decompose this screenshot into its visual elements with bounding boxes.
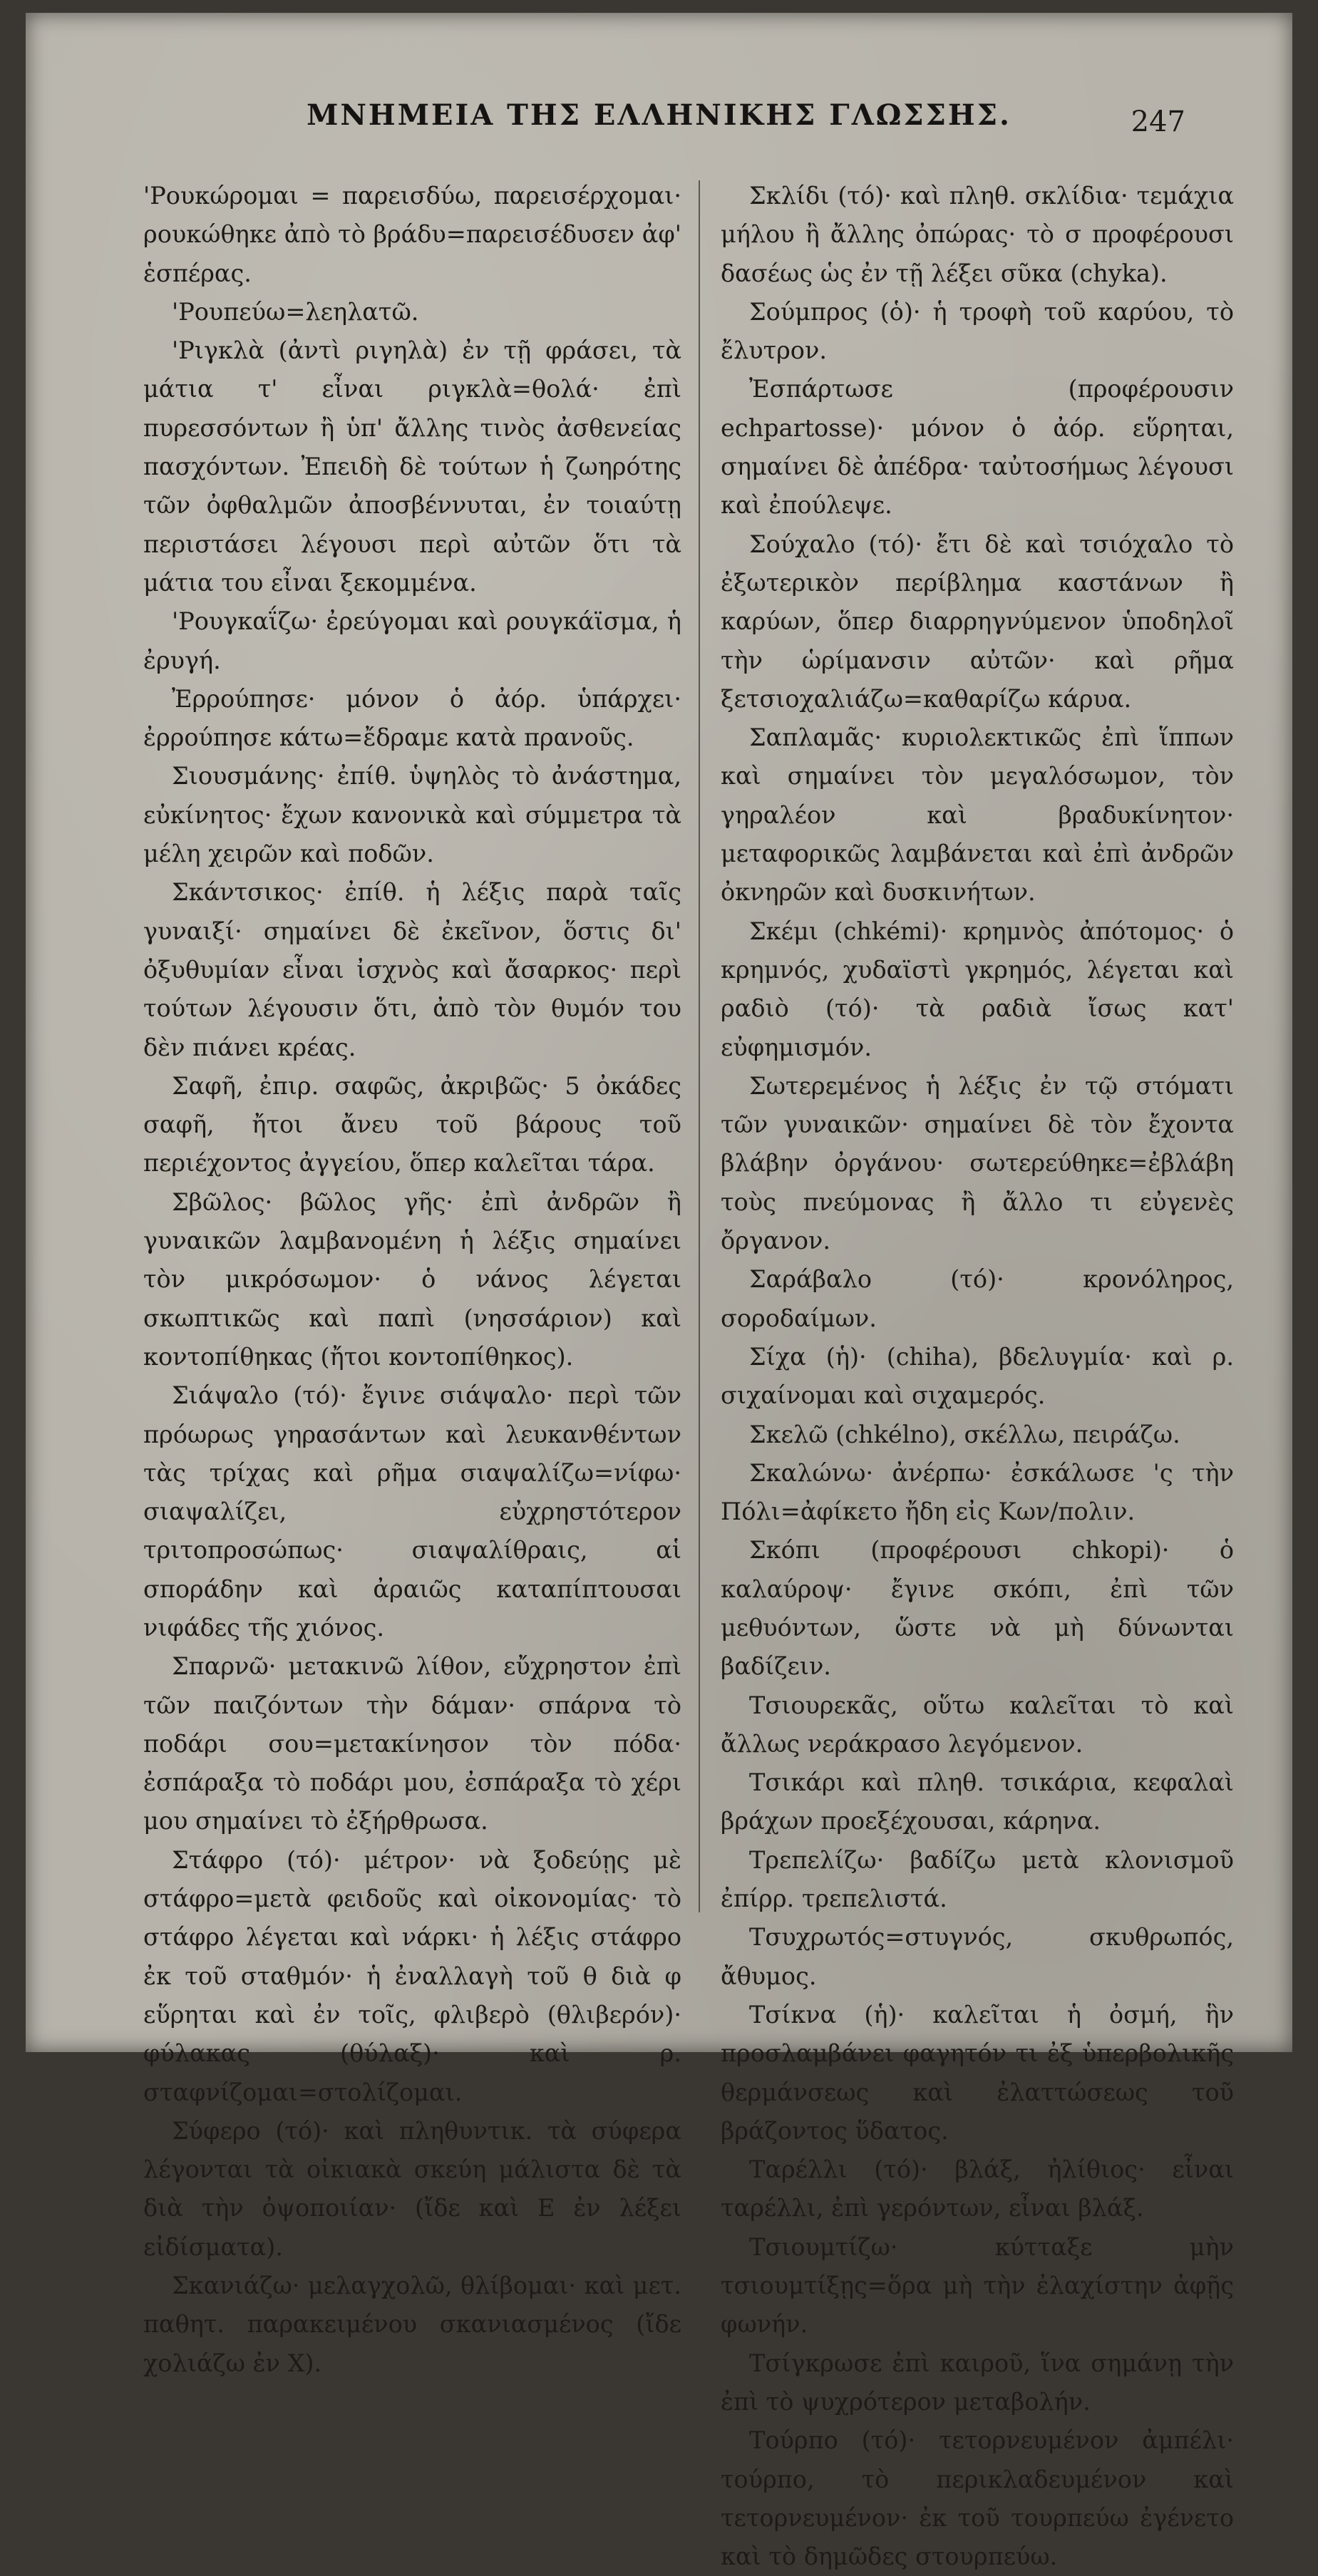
dictionary-entry: Ταρέλλι (τό)· βλάξ, ἠλίθιος· εἶναι ταρέλλι, ἐπὶ γερόντων, εἶναι βλάξ. (721, 2155, 1234, 2222)
dictionary-entry: Σκανιάζω· μελαγχολῶ, θλίβομαι· καὶ μετ. παθητ. παρακειμένου σκανιασμένος (ἴδε χολιάζω ἐν Χ). (143, 2272, 681, 2377)
dictionary-entry: Τσίκνα (ἡ)· καλεῖται ἡ ὀσμή, ἣν προσλαμβάνει φαγητόν τι ἐξ ὑπερβολικῆς θερμάνσεως καὶ ἐλαττώσεως τοῦ βράζοντος ὕδατος. (721, 2000, 1234, 2145)
dictionary-entry: Στάφρο (τό)· μέτρον· νὰ ξοδεύῃς μὲ στάφρο=μετὰ φειδοῦς καὶ οἰκονομίας· τὸ στάφρο λέγεται καὶ νάρκι· ἡ λέξις στάφρο ἐκ τοῦ σταθμόν· ἡ ἐναλλαγὴ τοῦ θ διὰ φ εὕρηται καὶ ἐν τοῖς, φλιβερὸ (θλιβερόν)· φύλακας (θύλαξ)· καὶ ρ. σταφνίζομαι=στολίζομαι. (143, 1845, 681, 2106)
dictionary-entry: Τσυχρωτός=στυγνός, σκυθρωπός, ἄθυμος. (721, 1923, 1234, 1990)
dictionary-entry: Σιουσμάνης· ἐπίθ. ὑψηλὸς τὸ ἀνάστημα, εὐκίνητος· ἔχων κανονικὰ καὶ σύμμετρα τὰ μέλη χειρῶν καὶ ποδῶν. (143, 762, 681, 868)
dictionary-entry: 'Ριγκλὰ (ἀντὶ ριγηλὰ) ἐν τῇ φράσει, τὰ μάτια τ' εἶναι ριγκλὰ=θολά· ἐπὶ πυρεσσόντων ἢ ὑπ' ἄλλης τινὸς ἀσθενείας πασχόντων. Ἐπειδὴ δὲ τούτων ἡ ζωηρότης τῶν ὀφθαλμῶν ἀποσβέννυται, ἐν τοιαύτῃ περιστάσει λέγουσι περὶ αὐτῶν ὅτι τὰ μάτια του εἶναι ξεκομμένα. (143, 336, 681, 597)
dictionary-entry: Σίχα (ἡ)· (chiha), βδελυγμία· καὶ ρ. σιχαίνομαι καὶ σιχαμερός. (721, 1342, 1234, 1410)
book-page (26, 13, 1292, 2571)
dictionary-entry: Σύφερο (τό)· καὶ πληθυντικ. τὰ σύφερα λέγονται τὰ οἰκιακὰ σκεύη μάλιστα δὲ τὰ διὰ τὴν ὀψοποιίαν· (ἴδε καὶ Ε ἐν λέξει εἰδίσματα). (143, 2116, 681, 2261)
dictionary-entry: Σαφῆ, ἐπιρ. σαφῶς, ἀκριβῶς· 5 ὀκάδες σαφῆ, ἤτοι ἄνευ τοῦ βάρους τοῦ περιέχοντος ἀγγείου, ὅπερ καλεῖται τάρα. (143, 1071, 681, 1178)
dictionary-entry: Ἐσπάρτωσε (προφέρουσιν echpartosse)· μόνον ὁ ἀόρ. εὕρηται, σημαίνει δὲ ἀπέδρα· ταὐτοσήμως λέγουσι καὶ ἐπούλεψε. (721, 375, 1234, 520)
dictionary-entry: Σωτερεμένος ἡ λέξις ἐν τῷ στόματι τῶν γυναικῶν· σημαίνει δὲ τὸν ἔχοντα βλάβην ὀργάνου· σωτερεύθηκε=ἐβλάβη τοὺς πνεύμονας ἢ ἄλλο τι εὐγενὲς ὄργανον. (721, 1071, 1234, 1255)
running-head: ΜΝΗΜΕΙΑ ΤΗΣ ΕΛΛΗΝΙΚΗΣ ΓΛΩΣΣΗΣ. (307, 98, 1011, 132)
left-column (143, 177, 681, 2383)
dictionary-entry: Τσικάρι καὶ πληθ. τσικάρια, κεφαλαὶ βράχων προεξέχουσαι, κάρηνα. (721, 1768, 1234, 1835)
dictionary-entry: Σούμπρος (ὁ)· ἡ τροφὴ τοῦ καρύου, τὸ ἔλυτρον. (721, 297, 1234, 365)
dictionary-entry: Σκελῶ (chkélno), σκέλλω, πειράζω. (749, 1420, 1180, 1448)
dictionary-entry: Ἐρρούπησε· μόνον ὁ ἀόρ. ὑπάρχει· ἐρρούπησε κάτω=ἔδραμε κατὰ πρανοῦς. (143, 684, 681, 752)
right-column (721, 177, 1234, 2576)
dictionary-entry: Σαπλαμᾶς· κυριολεκτικῶς ἐπὶ ἵππων καὶ σημαίνει τὸν μεγαλόσωμον, τὸν γηραλέον καὶ βραδυκίνητον· μεταφορικῶς λαμβάνεται καὶ ἐπὶ ἀνδρῶν ὀκνηρῶν καὶ δυσκινήτων. (721, 723, 1234, 907)
dictionary-entry: Σκάντσικος· ἐπίθ. ἡ λέξις παρὰ ταῖς γυναιξί· σημαίνει δὲ ἐκεῖνον, ὅστις δι' ὀξυθυμίαν εἶναι ἰσχνὸς καὶ ἄσαρκος· περὶ τούτων λέγουσιν ὅτι, ἀπὸ τὸν θυμόν του δὲν πιάνει κρέας. (143, 878, 681, 1061)
dictionary-entry: Σκλίδι (τό)· καὶ πληθ. σκλίδια· τεμάχια μήλου ἢ ἄλλης ὀπώρας· τὸ σ προφέρουσι δασέως ὡς ἐν τῇ λέξει σῦκα (chyka). (721, 182, 1234, 287)
dictionary-entry: Σβῶλος· βῶλος γῆς· ἐπὶ ἀνδρῶν ἢ γυναικῶν λαμβανομένη ἡ λέξις σημαίνει τὸν μικρόσωμον· ὁ νάνος λέγεται σκωπτικῶς καὶ παπὶ (νησσάριον) καὶ κοντοπίθηκας (ἤτοι κοντοπίθηκος). (143, 1187, 681, 1371)
dictionary-entry: Σπαρνῶ· μετακινῶ λίθον, εὔχρηστον ἐπὶ τῶν παιζόντων τὴν δάμαν· σπάρνα τὸ ποδάρι σου=μετακίνησον τὸν πόδα· ἐσπάραξα τὸ ποδάρι μου, ἐσπάραξα τὸ χέρι μου σημαίνει τὸ ἐξήρθρωσα. (143, 1652, 681, 1835)
page-number: 247 (1131, 105, 1185, 138)
dictionary-entry: 'Ρουγκαΐζω· ἐρεύγομαι καὶ ρουγκάϊσμα, ἡ ἐρυγή. (143, 607, 681, 674)
dictionary-entry: Τσίγκρωσε ἐπὶ καιροῦ, ἵνα σημάνῃ τὴν ἐπὶ τὸ ψυχρότερον μεταβολήν. (721, 2349, 1234, 2416)
dictionary-entry: Σκόπι (προφέρουσι chkopi)· ὁ καλαύροψ· ἔγινε σκόπι, ἐπὶ τῶν μεθυόντων, ὥστε νὰ μὴ δύνωνται βαδίζειν. (721, 1536, 1234, 1681)
dictionary-entry: Τσιουρεκᾶς, οὕτω καλεῖται τὸ καὶ ἄλλως νεράκρασο λεγόμενον. (721, 1691, 1234, 1758)
dictionary-entry: 'Ρουπεύω=λεηλατῶ. (172, 297, 419, 326)
dictionary-entry: 'Ρουκώρομαι = παρεισδύω, παρεισέρχομαι· ρουκώθηκε ἀπὸ τὸ βράδυ=παρεισέδυσεν ἀφ' ἑσπέρας. (143, 182, 681, 287)
dictionary-entry: Σιάψαλο (τό)· ἔγινε σιάψαλο· περὶ τῶν πρόωρως γηρασάντων καὶ λευκανθέντων τὰς τρίχας καὶ ρῆμα σιαψαλίζω=νίφω· σιαψαλίζει, εὐχρηστότερον τριτοπροσώπως· σιαψαλίθραις, αἱ σποράδην καὶ ἀραιῶς καταπίπτουσαι νιφάδες τῆς χιόνος. (143, 1381, 681, 1642)
dictionary-entry: Τρεπελίζω· βαδίζω μετὰ κλονισμοῦ ἐπίρρ. τρεπελιστά. (721, 1845, 1234, 1913)
dictionary-entry: Σκέμι (chkémi)· κρημνὸς ἀπότομος· ὁ κρημνός, χυδαϊστὶ γκρημός, λέγεται καὶ ραδιὸ (τό)· τὰ ραδιὰ ἴσως κατ' εὐφημισμόν. (721, 917, 1234, 1061)
column-divider (699, 180, 700, 1912)
dictionary-entry: Τούρπο (τό)· τετορνευμένον ἀμπέλι· τούρπο, τὸ περικλαδευμένον καὶ τετορνευμένον· ἐκ τοῦ τουρπεύω ἐγένετο καὶ τὸ δημῶδες στουρπεύω. (721, 2426, 1234, 2571)
dictionary-entry: Σούχαλο (τό)· ἔτι δὲ καὶ τσιόχαλο τὸ ἐξωτερικὸν περίβλημα καστάνων ἢ καρύων, ὅπερ διαρρηγνύμενον ὑποδηλοῖ τὴν ὡρίμανσιν αὐτῶν· καὶ ρῆμα ξετσιοχαλιάζω=καθαρίζω κάρυα. (721, 530, 1234, 713)
dictionary-entry: Σαράβαλο (τό)· κρονόληρος, σοροδαίμων. (721, 1265, 1234, 1332)
dictionary-entry: Τσιουμτίζω· κύτταξε μὴν τσιουμτίξῃς=ὅρα μὴ τὴν ἐλαχίστην ἀφῇς φωνήν. (721, 2232, 1234, 2339)
dictionary-entry: Σκαλώνω· ἀνέρπω· ἐσκάλωσε 'ς τὴν Πόλι=ἀφίκετο ἤδη εἰς Κων/πολιν. (721, 1458, 1234, 1526)
